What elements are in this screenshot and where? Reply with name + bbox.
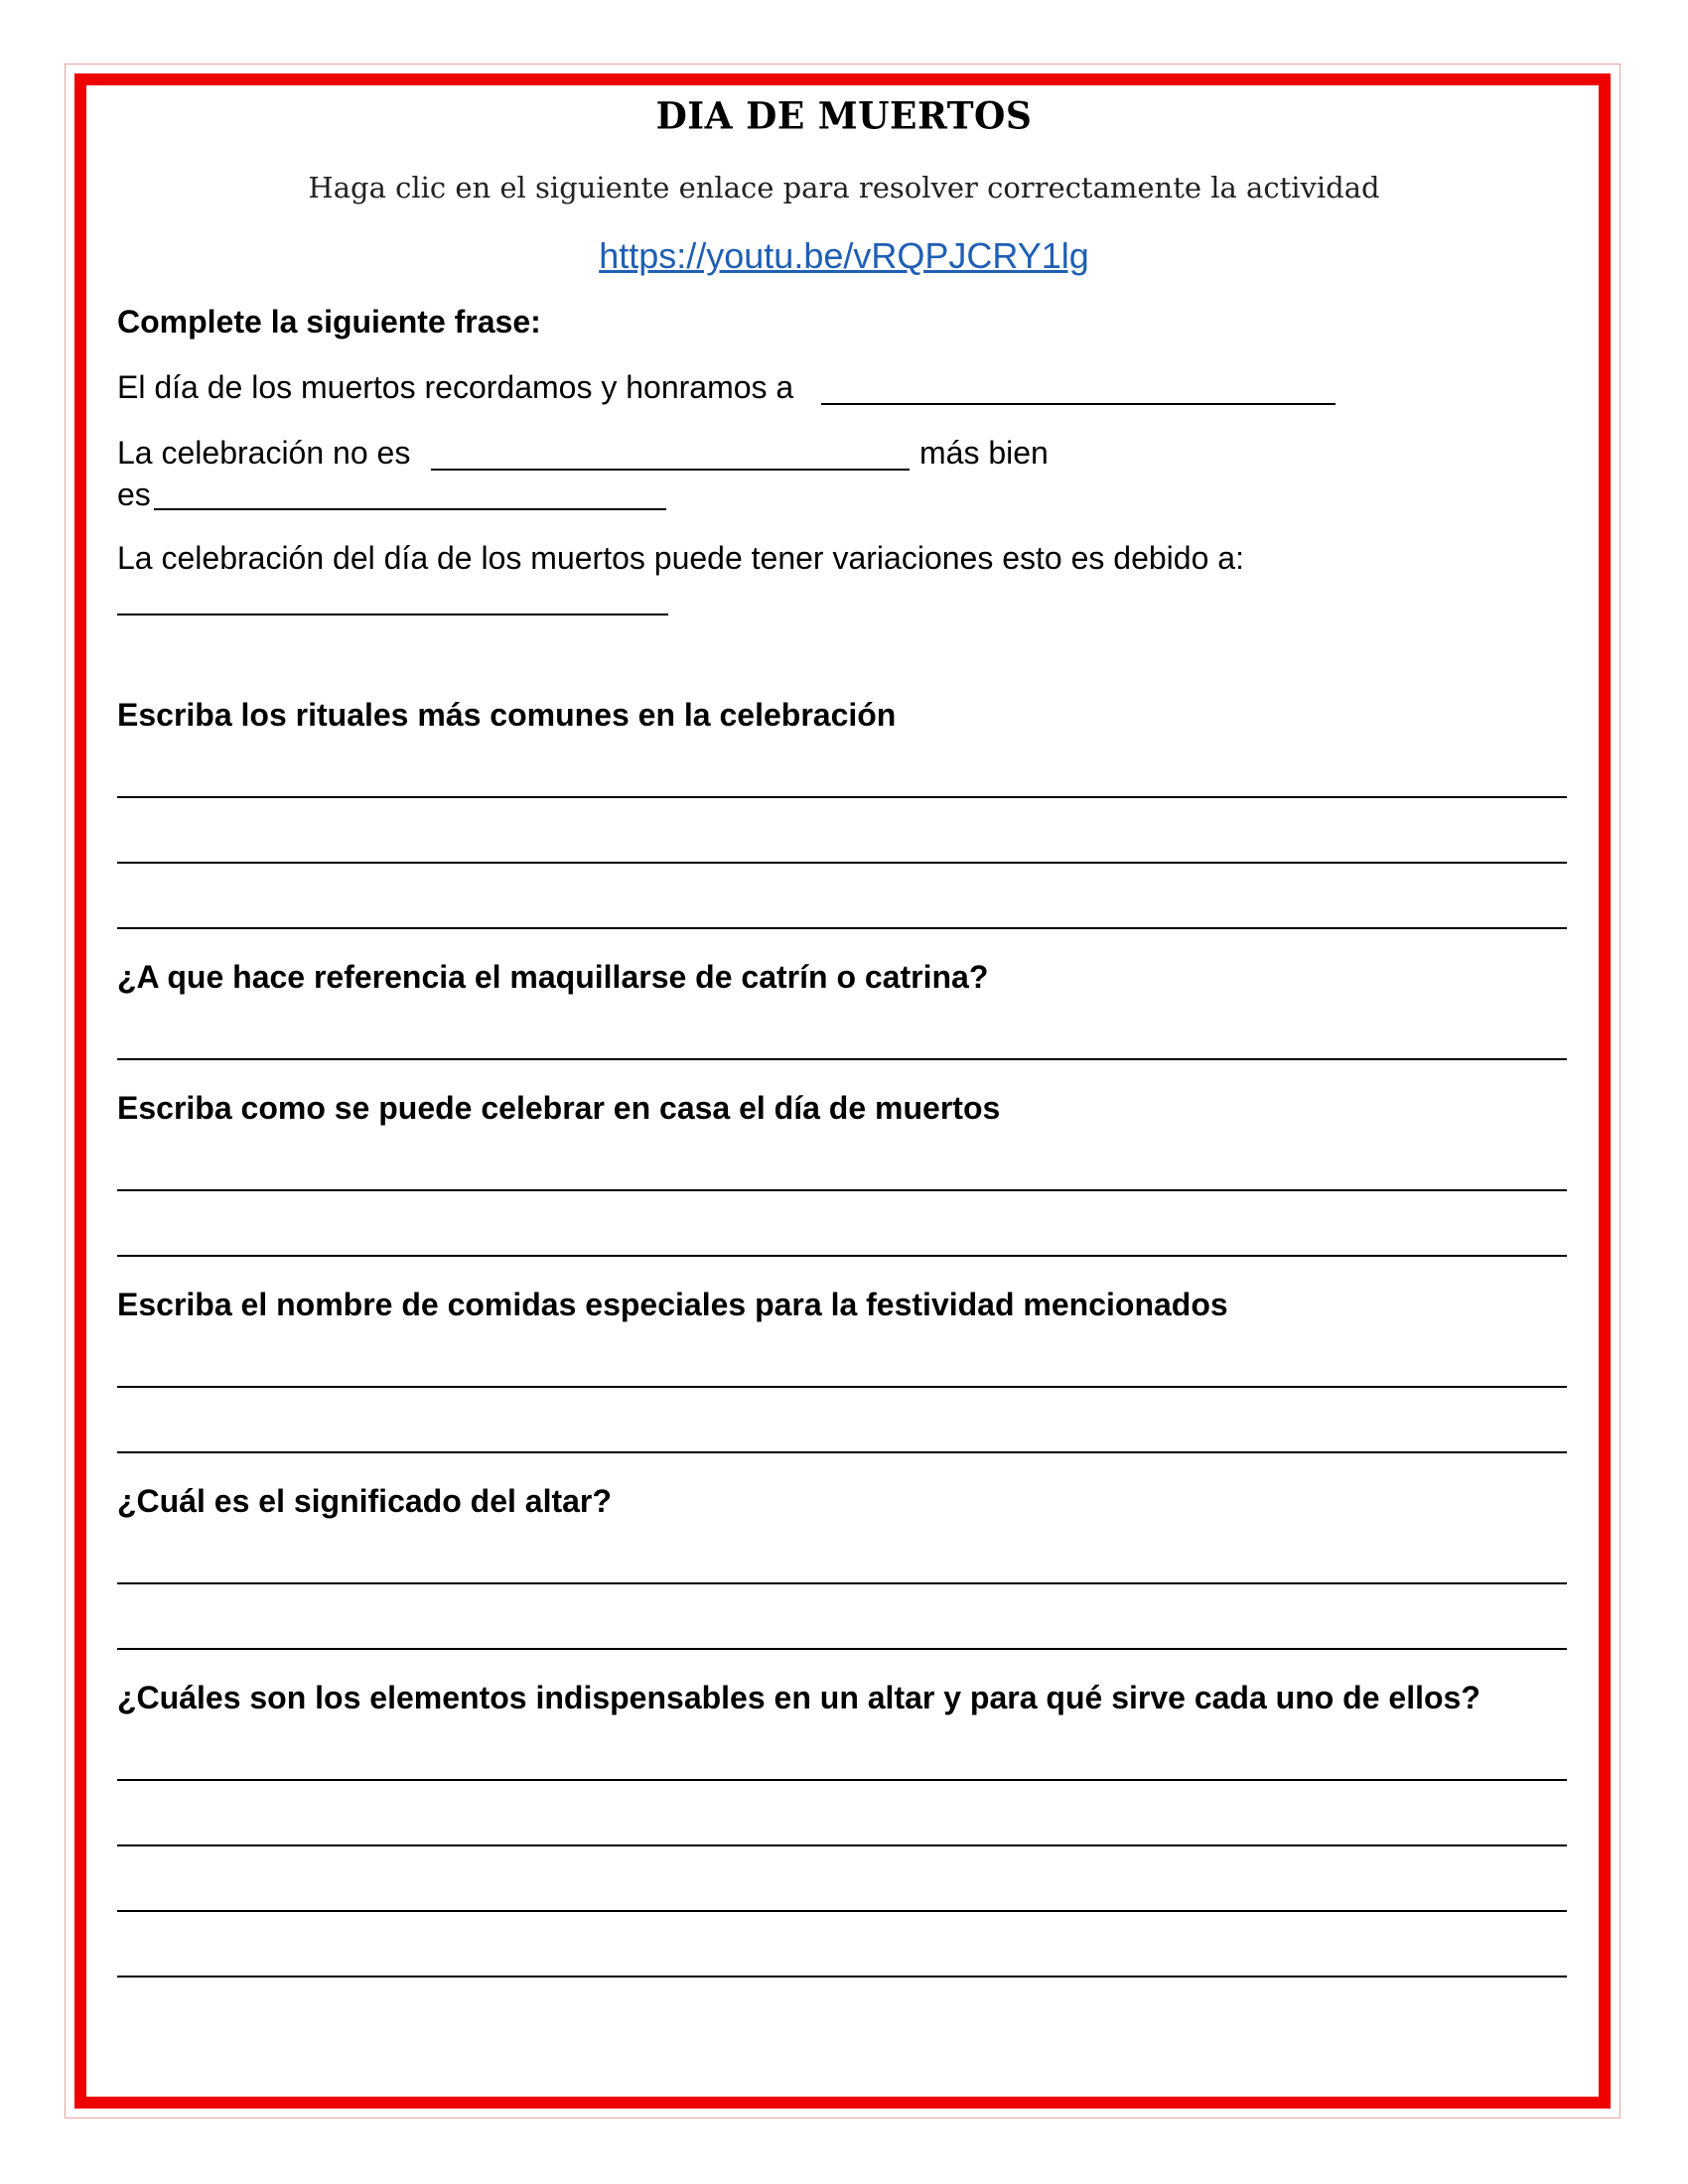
sentence-1: El día de los muertos recordamos y honramos a (117, 369, 794, 405)
answer-line[interactable] (117, 1582, 1567, 1584)
answer-line[interactable] (117, 1779, 1567, 1781)
complete-heading: Complete la siguiente frase: (117, 304, 541, 340)
answer-line[interactable] (117, 1058, 1567, 1060)
answer-line[interactable] (117, 1386, 1567, 1388)
answer-line[interactable] (117, 1976, 1567, 1978)
video-link[interactable]: https://youtu.be/vRQPJCRY1lg (599, 235, 1089, 276)
sentence-1-blank[interactable] (821, 403, 1336, 405)
question-altar: ¿Cuál es el significado del altar? (117, 1483, 612, 1519)
answer-line[interactable] (117, 862, 1567, 864)
question-casa: Escriba como se puede celebrar en casa el día de muertos (117, 1090, 1001, 1126)
sentence-2-end: es (117, 477, 151, 512)
sentence-2-middle: más bien (919, 435, 1049, 471)
answer-line[interactable] (117, 796, 1567, 798)
question-comidas: Escriba el nombre de comidas especiales para la festividad mencionados (117, 1287, 1228, 1322)
sentence-2-start: La celebración no es (117, 435, 411, 471)
instruction-text: Haga clic en el siguiente enlace para resolver correctamente la actividad (308, 171, 1380, 205)
question-catrina: ¿A que hace referencia el maquillarse de catrín o catrina? (117, 959, 989, 995)
answer-line[interactable] (117, 1189, 1567, 1191)
sentence-2-blank-2[interactable] (154, 508, 666, 510)
sentence-3: La celebración del día de los muertos puede tener variaciones esto es debido a: (117, 540, 1244, 576)
question-elementos: ¿Cuáles son los elementos indispensables en un altar y para qué sirve cada uno de ellos? (117, 1680, 1480, 1715)
answer-line[interactable] (117, 1844, 1567, 1846)
question-rituales: Escriba los rituales más comunes en la celebración (117, 697, 897, 733)
sentence-3-blank[interactable] (117, 614, 668, 615)
worksheet-title: DIA DE MUERTOS (655, 93, 1033, 139)
answer-line[interactable] (117, 1451, 1567, 1453)
sentence-2-blank-1[interactable] (431, 469, 910, 471)
answer-line[interactable] (117, 1648, 1567, 1650)
answer-line[interactable] (117, 1255, 1567, 1257)
answer-line[interactable] (117, 927, 1567, 929)
answer-line[interactable] (117, 1910, 1567, 1912)
